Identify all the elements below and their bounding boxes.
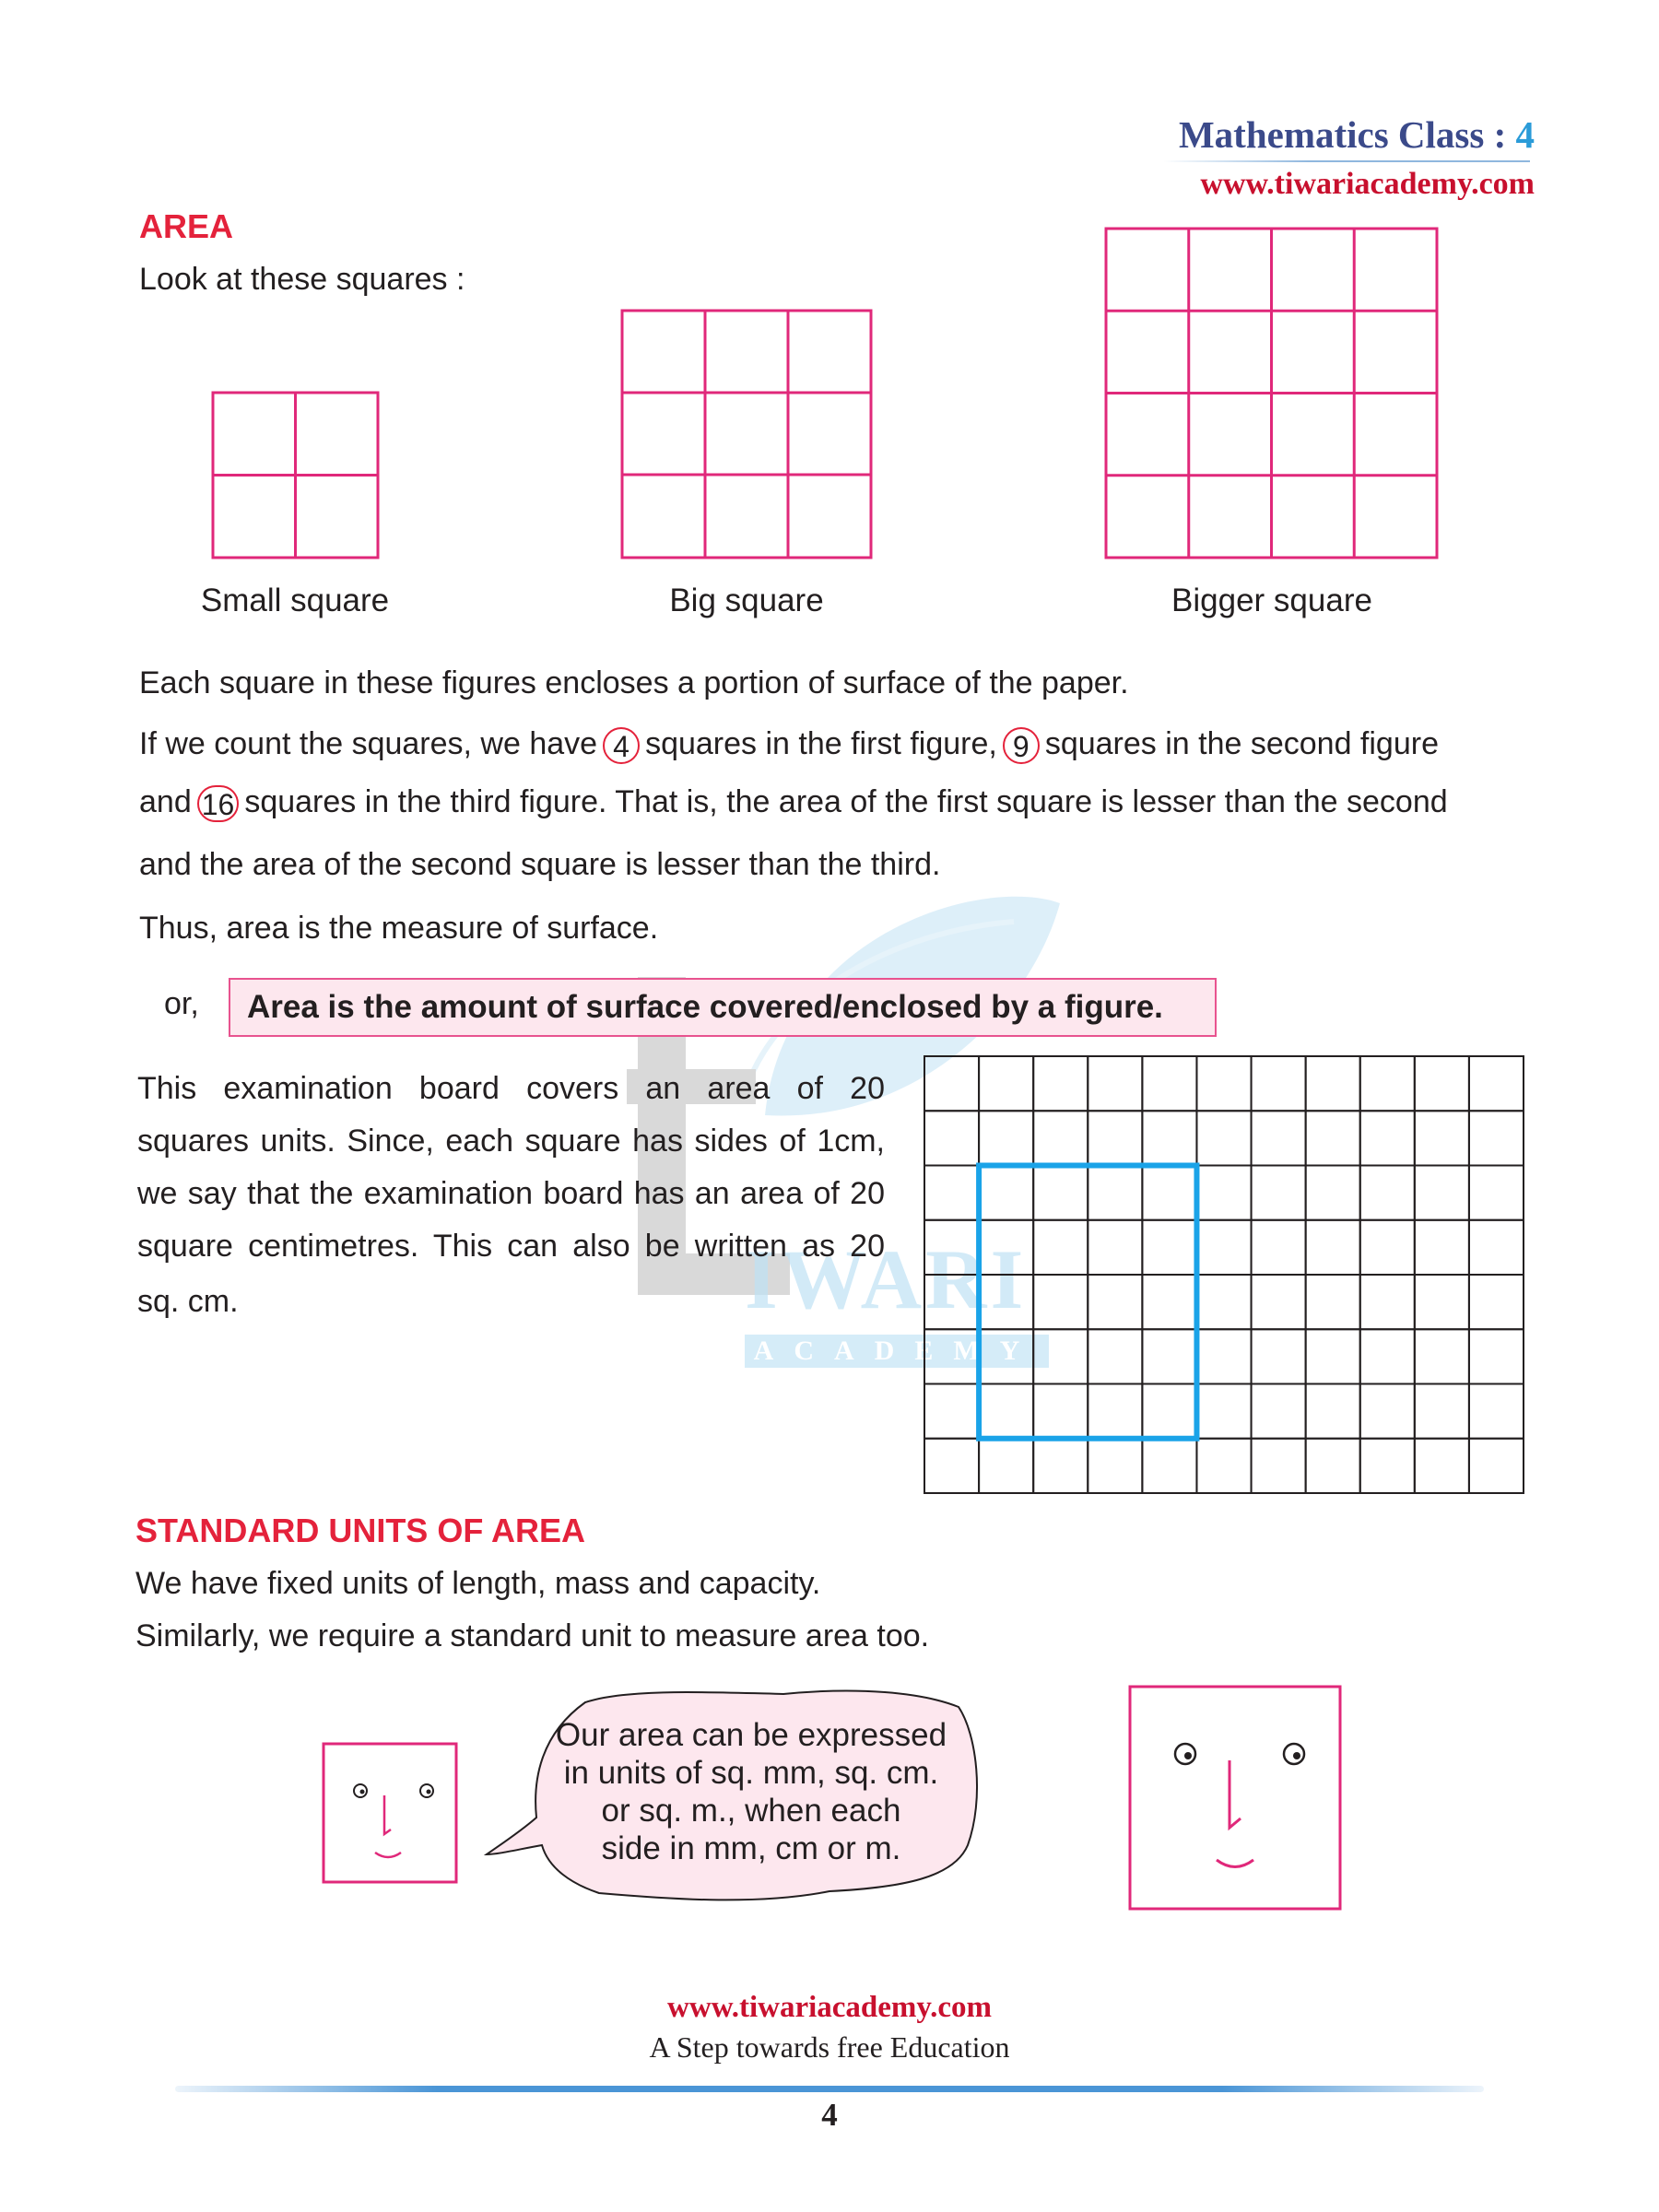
header-title: Mathematics Class : 4 [1178, 113, 1535, 156]
standard-units-heading: STANDARD UNITS OF AREA [135, 1512, 585, 1549]
grid-cell [1033, 1439, 1088, 1493]
grid-cell [1415, 1329, 1469, 1383]
grid-cell [1415, 1111, 1469, 1165]
grid-cell [1142, 1329, 1196, 1383]
big-square-figure [620, 309, 874, 560]
big-square-caption: Big square [669, 582, 824, 618]
grid-cell [979, 1439, 1033, 1493]
grid-cell [1469, 1384, 1524, 1439]
standard-units-line-1: We have fixed units of length, mass and capacity. [135, 1566, 821, 1601]
grid-cell [1088, 1384, 1142, 1439]
paragraph-compare: and 16 squares in the third figure. That is, the area of the first square is lesser than the second [139, 784, 1448, 822]
grid-cell [1088, 1166, 1142, 1220]
grid-cell [1196, 1329, 1251, 1383]
footer-divider [175, 2086, 1484, 2092]
grid-cell [1142, 1166, 1196, 1220]
grid-cell [979, 1220, 1033, 1275]
small-face-square [322, 1742, 460, 1886]
grid-cell [1033, 1329, 1088, 1383]
grid-cell [1088, 1329, 1142, 1383]
grid-cell [1196, 1111, 1251, 1165]
grid-cell [1469, 1275, 1524, 1329]
bigger-square-caption: Bigger square [1171, 582, 1372, 618]
grid-cell [979, 1329, 1033, 1383]
grid-cell [1252, 1056, 1306, 1111]
header-class-number: 4 [1515, 113, 1535, 156]
grid-cell [1415, 1439, 1469, 1493]
paragraph-compare-cont: and the area of the second square is lesser than the third. [139, 847, 941, 882]
grid-cell [1196, 1275, 1251, 1329]
grid-cell [1469, 1220, 1524, 1275]
grid-cell [1196, 1166, 1251, 1220]
grid-cell [1306, 1329, 1360, 1383]
grid-cell [1196, 1056, 1251, 1111]
intro-text: Look at these squares : [139, 262, 465, 297]
grid-cell [924, 1056, 979, 1111]
small-square-figure [211, 391, 381, 560]
grid-cell [1306, 1111, 1360, 1165]
grid-cell [1252, 1329, 1306, 1383]
header-divider [1163, 160, 1530, 162]
grid-cell [1142, 1111, 1196, 1165]
grid-cell [1469, 1439, 1524, 1493]
area-heading: AREA [139, 207, 234, 245]
big-face-square [1128, 1685, 1344, 1912]
grid-cell [1469, 1056, 1524, 1111]
grid-cell [1415, 1166, 1469, 1220]
grid-cell [1142, 1220, 1196, 1275]
count-badge-16: 16 [197, 785, 240, 822]
board-line-3: we say that the examination board has an area of 20 [137, 1176, 885, 1211]
standard-units-line-2: Similarly, we require a standard unit to measure area too. [135, 1618, 930, 1653]
grid-cell [1469, 1329, 1524, 1383]
grid-cell [1360, 1275, 1415, 1329]
grid-cell [1306, 1166, 1360, 1220]
paragraph-count: If we count the squares, we have 4 squares in the first figure, 9 squares in the second figure [139, 726, 1439, 764]
grid-cell [979, 1166, 1033, 1220]
grid-cell [1142, 1384, 1196, 1439]
board-line-2: squares units. Since, each square has sides of 1cm, [137, 1124, 885, 1159]
footer-url-link[interactable]: www.tiwariacademy.com [667, 1991, 992, 2024]
board-line-5: sq. cm. [137, 1284, 239, 1319]
grid-cell [1469, 1111, 1524, 1165]
grid-cell [1088, 1056, 1142, 1111]
grid-cell [1196, 1220, 1251, 1275]
paragraph-surface: Each square in these figures encloses a portion of surface of the paper. [139, 665, 1129, 700]
grid-cell [1088, 1220, 1142, 1275]
grid-cell [1252, 1439, 1306, 1493]
grid-cell [1415, 1384, 1469, 1439]
grid-cell [1469, 1166, 1524, 1220]
bigger-square-figure [1104, 227, 1440, 560]
grid-cell [1033, 1220, 1088, 1275]
grid-cell [924, 1220, 979, 1275]
grid-cell [979, 1384, 1033, 1439]
grid-cell [924, 1166, 979, 1220]
grid-cell [924, 1111, 979, 1165]
examination-board-grid [922, 1053, 1530, 1500]
paragraph-measure: Thus, area is the measure of surface. [139, 911, 659, 946]
grid-cell [1360, 1056, 1415, 1111]
board-line-4: square centimetres. This can also be written as 20 [137, 1229, 885, 1264]
grid-cell [1306, 1056, 1360, 1111]
grid-cell [1033, 1166, 1088, 1220]
grid-cell [1360, 1220, 1415, 1275]
grid-cell [1252, 1111, 1306, 1165]
grid-cell [1252, 1220, 1306, 1275]
grid-cell [1142, 1439, 1196, 1493]
grid-cell [1252, 1275, 1306, 1329]
footer-tagline: A Step towards free Education [649, 2030, 1010, 2064]
grid-cell [1360, 1111, 1415, 1165]
grid-cell [1033, 1384, 1088, 1439]
grid-cell [979, 1275, 1033, 1329]
count-badge-9: 9 [1003, 727, 1040, 764]
grid-cell [1033, 1111, 1088, 1165]
grid-cell [1360, 1329, 1415, 1383]
or-label: or, [164, 986, 199, 1021]
watermark-text: IWARI [745, 1232, 1028, 1326]
grid-cell [1033, 1275, 1088, 1329]
grid-cell [1415, 1056, 1469, 1111]
count-badge-4: 4 [603, 727, 640, 764]
header-url-link[interactable]: www.tiwariacademy.com [1200, 167, 1535, 201]
grid-cell [1088, 1439, 1142, 1493]
grid-cell [1252, 1384, 1306, 1439]
grid-cell [1415, 1220, 1469, 1275]
grid-cell [1360, 1166, 1415, 1220]
grid-cell [1415, 1275, 1469, 1329]
grid-cell [979, 1056, 1033, 1111]
grid-cell [924, 1275, 979, 1329]
grid-cell [1306, 1384, 1360, 1439]
grid-cell [1306, 1439, 1360, 1493]
grid-cell [924, 1329, 979, 1383]
grid-cell [1142, 1275, 1196, 1329]
grid-cell [1033, 1056, 1088, 1111]
grid-cell [1196, 1439, 1251, 1493]
grid-cell [1360, 1439, 1415, 1493]
grid-cell [1088, 1111, 1142, 1165]
grid-cell [1088, 1275, 1142, 1329]
grid-cell [1360, 1384, 1415, 1439]
grid-cell [1252, 1166, 1306, 1220]
definition-box: Area is the amount of surface covered/enclosed by a figure. [229, 978, 1217, 1037]
grid-cell [1142, 1056, 1196, 1111]
page-number: 4 [821, 2097, 838, 2133]
small-square-caption: Small square [200, 582, 390, 618]
grid-cell [924, 1384, 979, 1439]
grid-cell [1306, 1275, 1360, 1329]
watermark-subtext: ACADEMY [745, 1335, 1049, 1368]
board-line-1: This examination board covers an area of 20 [137, 1071, 885, 1106]
grid-cell [979, 1111, 1033, 1165]
speech-bubble-text: Our area can be expressed in units of sq. mm, sq. cm. or sq. m., when each side in mm, cm or m. [555, 1717, 947, 1866]
grid-cell [924, 1439, 979, 1493]
grid-cell [1196, 1384, 1251, 1439]
grid-cell [1306, 1220, 1360, 1275]
